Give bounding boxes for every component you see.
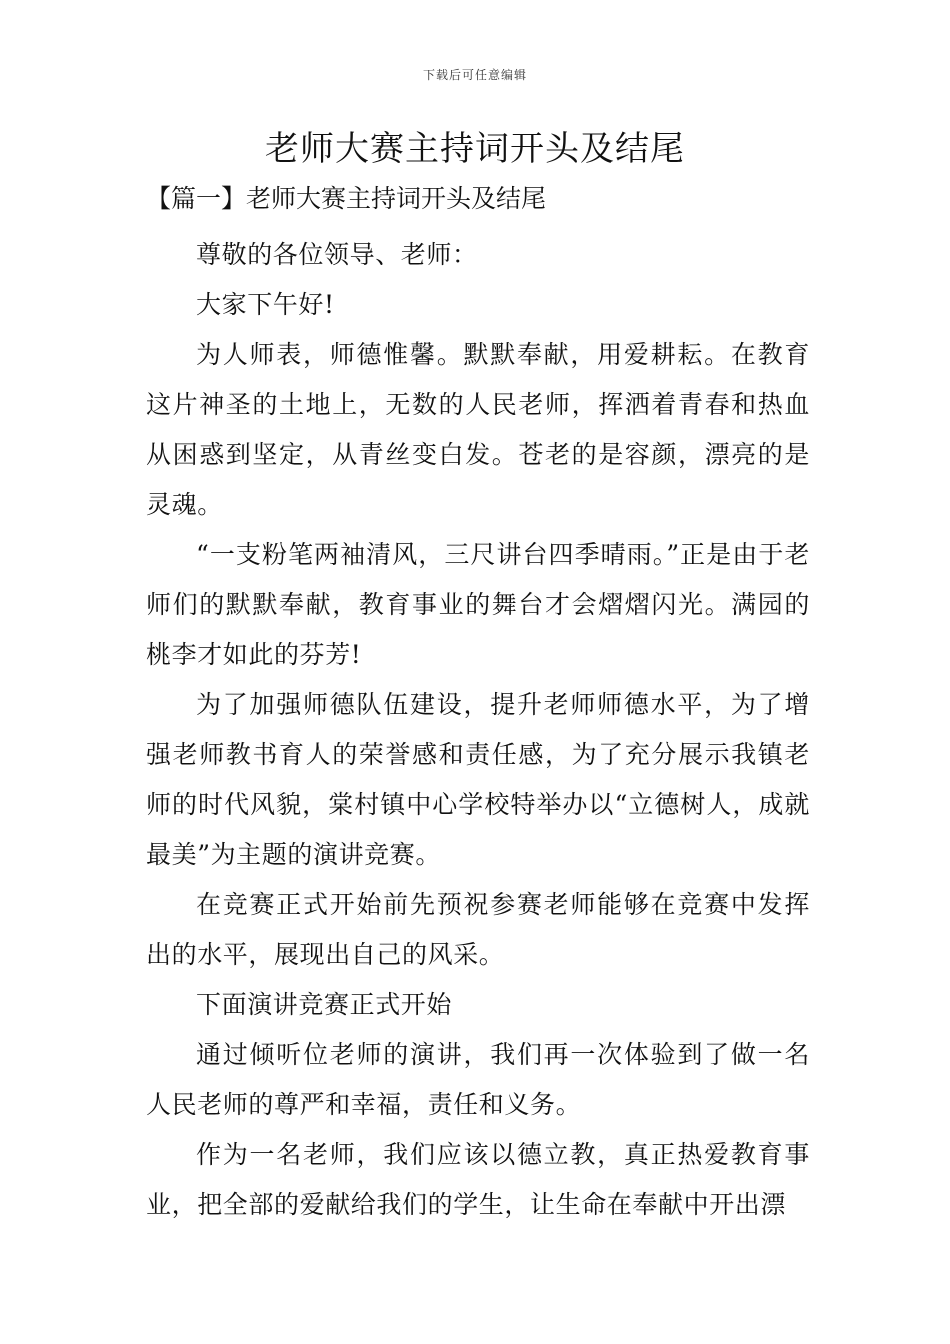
paragraph-6: 通过倾听位老师的演讲，我们再一次体验到了做一名人民老师的尊严和幸福，责任和义务。 — [146, 1040, 810, 1119]
paragraph-1: 为人师表，师德惟馨。默默奉献，用爱耕耘。在教育这片神圣的土地上，无数的人民老师，挥洒着青春和热血从困惑到坚定，从青丝变白发。苍老的是容颜，漂亮的是灵魂。 — [146, 340, 810, 519]
document-title: 老师大赛主持词开头及结尾 — [265, 129, 685, 169]
paragraph-5: 下面演讲竞赛正式开始 — [196, 990, 453, 1019]
header-note: 下载后可任意编辑 — [422, 68, 527, 82]
paragraph-7: 作为一名老师，我们应该以德立教，真正热爱教育事业，把全部的爱献给我们的学生，让生命在奉献中开出漂 — [146, 1140, 810, 1219]
paragraph-3: 为了加强师德队伍建设，提升老师师德水平，为了增强老师教书育人的荣誉感和责任感，为了充分展示我镇老师的时代风貌，棠村镇中心学校特举办以“立德树人，成就最美”为主题的演讲竞赛。 — [146, 690, 810, 869]
paragraph-greeting: 尊敬的各位领导、老师： — [196, 240, 478, 269]
paragraph-hello: 大家下午好! — [196, 290, 335, 319]
paragraph-2: “一支粉笔两袖清风，三尺讲台四季晴雨。”正是由于老师们的默默奉献，教育事业的舞台才会熠熠闪光。满园的桃李才如此的芬芳! — [146, 540, 810, 669]
document-body — [146, 180, 810, 1230]
paragraph-4: 在竞赛正式开始前先预祝参赛老师能够在竞赛中发挥出的水平，展现出自己的风采。 — [146, 890, 810, 969]
section-heading: 【篇一】老师大赛主持词开头及结尾 — [146, 184, 547, 213]
